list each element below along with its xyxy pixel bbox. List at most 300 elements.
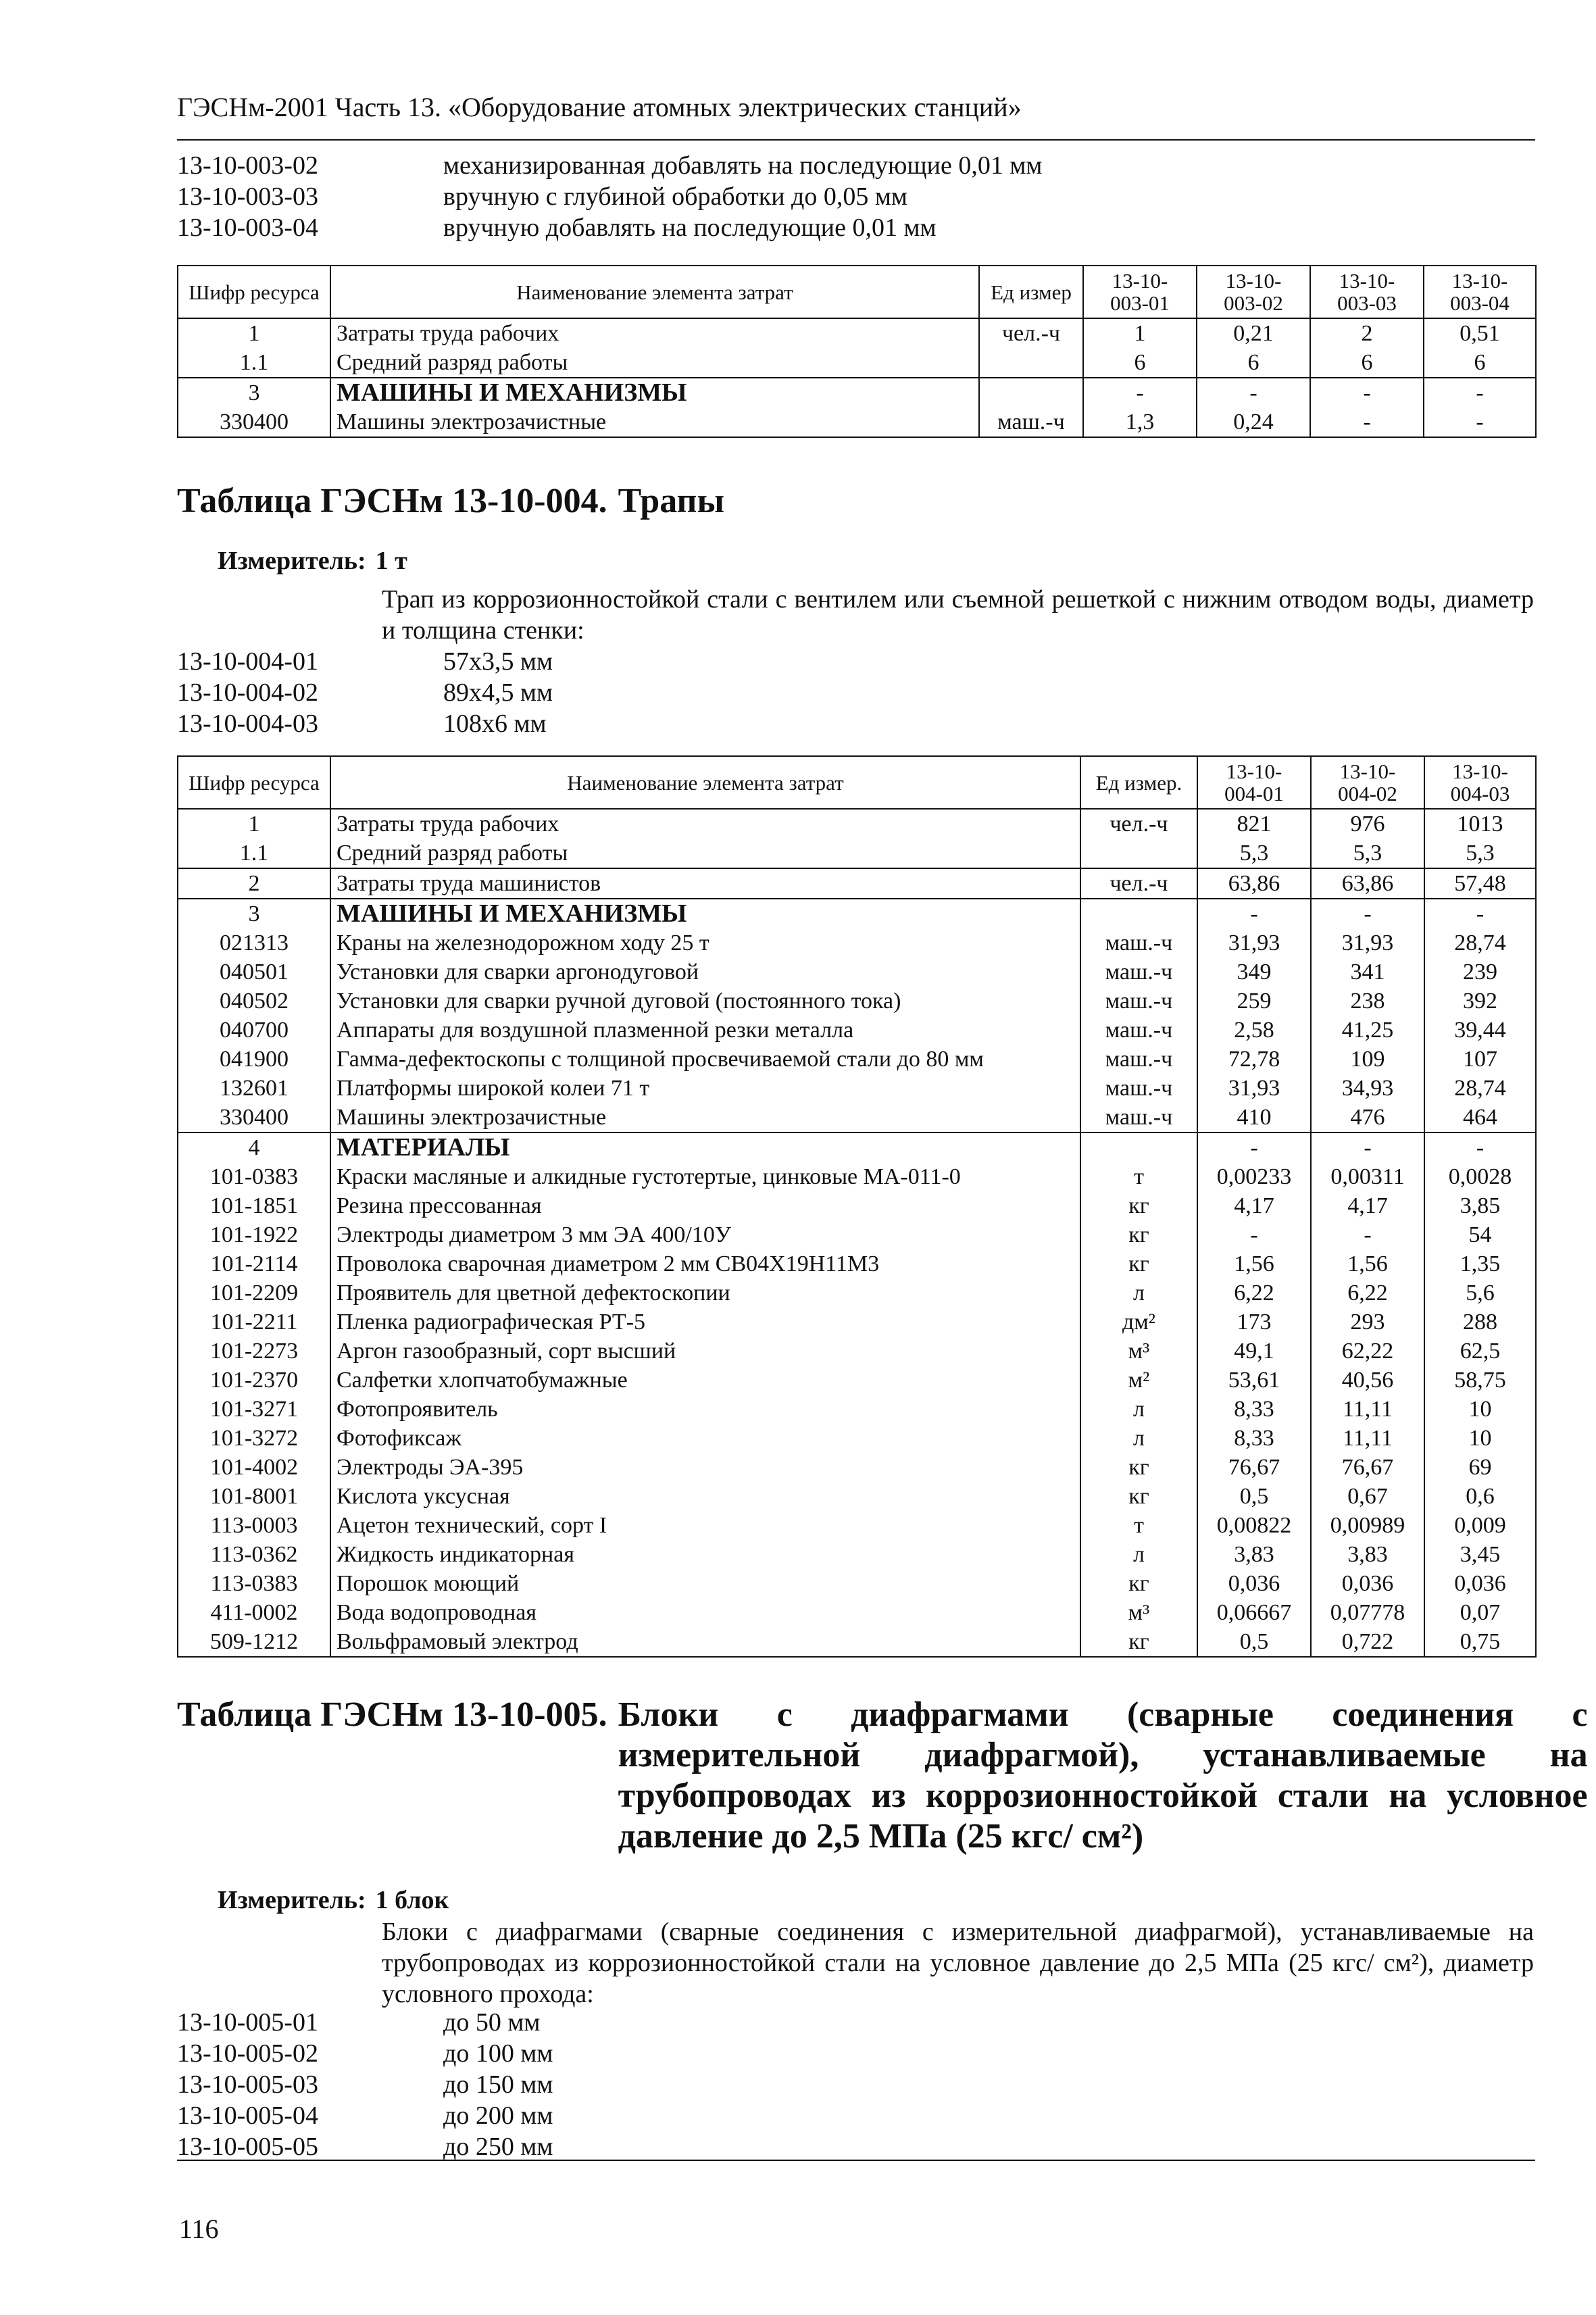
table-row	[178, 1132, 1536, 1162]
code-number: 13-10-003-04	[177, 214, 318, 242]
cell-value: 6	[1197, 348, 1310, 378]
code-number: 13-10-005-04	[177, 2101, 318, 2130]
table-row	[178, 1162, 1536, 1191]
cell-unit: т	[1080, 1511, 1197, 1540]
cell-value: 28,74	[1424, 1074, 1536, 1103]
cell-code: 1	[178, 318, 330, 348]
cell-name: Аппараты для воздушной плазменной резки металла	[330, 1016, 1080, 1045]
code-row	[177, 2100, 553, 2131]
cell-name: Фотопроявитель	[330, 1395, 1080, 1424]
cell-name: Платформы широкой колеи 71 т	[330, 1074, 1080, 1103]
cell-value: 6,22	[1311, 1278, 1424, 1308]
code-row	[177, 677, 553, 708]
code-row	[177, 2007, 553, 2038]
cell-value: 238	[1311, 987, 1424, 1016]
cell-value: 821	[1197, 809, 1311, 839]
cell-code: 1.1	[178, 839, 330, 868]
resource-table-003	[177, 265, 1537, 438]
code-row	[177, 2069, 553, 2100]
cell-value: 11,11	[1311, 1424, 1424, 1453]
cell-code: 101-0383	[178, 1162, 330, 1191]
cell-value: -	[1083, 378, 1197, 407]
code-row	[177, 181, 1042, 212]
table-row	[178, 1627, 1536, 1657]
cell-unit: кг	[1080, 1627, 1197, 1657]
code-list-005	[177, 2007, 553, 2162]
table-row	[178, 1424, 1536, 1453]
cell-value: 0,24	[1197, 407, 1310, 437]
header-col-2: 13-10- 003-02	[1197, 266, 1310, 318]
table-row	[178, 1016, 1536, 1045]
cell-unit	[1080, 839, 1197, 868]
cell-value: 6	[1083, 348, 1197, 378]
code-row	[177, 2131, 553, 2162]
table-row	[178, 1453, 1536, 1482]
resource-table-004	[177, 755, 1537, 1658]
cell-code: 040700	[178, 1016, 330, 1045]
cell-value: 259	[1197, 987, 1311, 1016]
table-row	[178, 1074, 1536, 1103]
cell-value: 0,00311	[1311, 1162, 1424, 1191]
cell-value: 0,0028	[1424, 1162, 1536, 1191]
table-row	[178, 1045, 1536, 1074]
cell-code: 113-0362	[178, 1540, 330, 1569]
cell-value: -	[1311, 1220, 1424, 1249]
cell-value: -	[1197, 1220, 1311, 1249]
cell-code: 101-2211	[178, 1308, 330, 1337]
code-number: 13-10-004-03	[177, 710, 318, 738]
cell-value: 31,93	[1197, 1074, 1311, 1103]
table-row	[178, 1482, 1536, 1511]
cell-name: МАШИНЫ И МЕХАНИЗМЫ	[330, 378, 979, 407]
code-row	[177, 212, 1042, 243]
cell-value: -	[1311, 1132, 1424, 1162]
table-row	[178, 957, 1536, 987]
cell-value: 0,722	[1311, 1627, 1424, 1657]
cell-unit: м³	[1080, 1337, 1197, 1366]
code-number: 13-10-005-02	[177, 2039, 318, 2068]
table-title-text: Блоки с диафрагмами (сварные соединения с измерительной диафрагмой), устанавливаемые на трубопроводах из коррозионностойкой стали на условное давление до 2,5 МПа (25 кгс/ см²)	[618, 1695, 1588, 1856]
cell-value: 0,00989	[1311, 1511, 1424, 1540]
cell-value: 2,58	[1197, 1016, 1311, 1045]
cell-code: 101-4002	[178, 1453, 330, 1482]
cell-unit	[1080, 899, 1197, 928]
cell-value: 107	[1424, 1045, 1536, 1074]
cell-unit: кг	[1080, 1482, 1197, 1511]
cell-value: 0,51	[1424, 318, 1536, 348]
cell-unit: л	[1080, 1395, 1197, 1424]
cell-unit: кг	[1080, 1569, 1197, 1598]
table-row	[178, 1191, 1536, 1220]
cell-name: Ацетон технический, сорт I	[330, 1511, 1080, 1540]
cell-name: МАТЕРИАЛЫ	[330, 1132, 1080, 1162]
cell-value: 1,3	[1083, 407, 1197, 437]
table-row	[178, 348, 1536, 378]
code-list-003	[177, 150, 1042, 243]
cell-code: 041900	[178, 1045, 330, 1074]
cell-value: -	[1424, 378, 1536, 407]
cell-unit: маш.-ч	[1080, 987, 1197, 1016]
cell-value: 2	[1310, 318, 1424, 348]
table-row	[178, 1308, 1536, 1337]
cell-value: 0,21	[1197, 318, 1310, 348]
cell-value: 69	[1424, 1453, 1536, 1482]
cell-unit: т	[1080, 1162, 1197, 1191]
header-code: Шифр ресурса	[178, 266, 330, 318]
cell-unit: л	[1080, 1424, 1197, 1453]
cell-unit	[1080, 1132, 1197, 1162]
cell-value: 4,17	[1197, 1191, 1311, 1220]
cell-unit: маш.-ч	[979, 407, 1083, 437]
header-col-3: 13-10- 004-03	[1424, 756, 1536, 809]
cell-code: 1.1	[178, 348, 330, 378]
cell-code: 101-1851	[178, 1191, 330, 1220]
cell-value: 976	[1311, 809, 1424, 839]
code-description: 57х3,5 мм	[443, 647, 553, 676]
cell-value: 10	[1424, 1424, 1536, 1453]
cell-name: Порошок моющий	[330, 1569, 1080, 1598]
cell-unit: чел.-ч	[1080, 809, 1197, 839]
cell-value: 28,74	[1424, 928, 1536, 957]
table-row	[178, 1220, 1536, 1249]
code-number: 13-10-005-01	[177, 2008, 318, 2037]
cell-value: 1,56	[1197, 1249, 1311, 1278]
cell-value: 76,67	[1197, 1453, 1311, 1482]
cell-name: Средний разряд работы	[330, 348, 979, 378]
table-row	[178, 1598, 1536, 1627]
cell-code: 101-2370	[178, 1366, 330, 1395]
header-col-1: 13-10- 004-01	[1197, 756, 1311, 809]
code-row	[177, 708, 553, 739]
table-row	[178, 899, 1536, 928]
table-row	[178, 809, 1536, 839]
cell-value: -	[1197, 1132, 1311, 1162]
code-description: до 100 мм	[443, 2039, 553, 2068]
cell-value: 0,036	[1197, 1569, 1311, 1598]
cell-value: 293	[1311, 1308, 1424, 1337]
measure-label: Измеритель:	[218, 1886, 366, 1914]
cell-value: 0,00233	[1197, 1162, 1311, 1191]
cell-code: 040502	[178, 987, 330, 1016]
cell-unit: дм²	[1080, 1308, 1197, 1337]
cell-name: Установки для сварки ручной дуговой (постоянного тока)	[330, 987, 1080, 1016]
cell-value: 41,25	[1311, 1016, 1424, 1045]
table-number-label: Таблица ГЭСНм 13-10-005.	[177, 1695, 607, 1734]
header-col-2: 13-10- 004-02	[1311, 756, 1424, 809]
table-row	[178, 868, 1536, 899]
table-row	[178, 318, 1536, 348]
page-number: 116	[179, 2214, 219, 2244]
header-col-3: 13-10- 003-03	[1310, 266, 1424, 318]
cell-value: 10	[1424, 1395, 1536, 1424]
cell-value: -	[1197, 899, 1311, 928]
cell-value: 63,86	[1197, 868, 1311, 899]
cell-code: 509-1212	[178, 1627, 330, 1657]
cell-unit: маш.-ч	[1080, 1045, 1197, 1074]
cell-value: -	[1424, 407, 1536, 437]
cell-value: 0,07	[1424, 1598, 1536, 1627]
cell-name: Жидкость индикаторная	[330, 1540, 1080, 1569]
cell-value: -	[1424, 1132, 1536, 1162]
cell-value: 11,11	[1311, 1395, 1424, 1424]
cell-unit: маш.-ч	[1080, 1016, 1197, 1045]
table-row	[178, 987, 1536, 1016]
cell-value: 0,009	[1424, 1511, 1536, 1540]
cell-value: 0,036	[1311, 1569, 1424, 1598]
cell-unit: кг	[1080, 1220, 1197, 1249]
cell-name: Салфетки хлопчатобумажные	[330, 1366, 1080, 1395]
header-divider	[177, 139, 1535, 141]
cell-value: 0,75	[1424, 1627, 1536, 1657]
header-code: Шифр ресурса	[178, 756, 330, 809]
table-row	[178, 1337, 1536, 1366]
cell-code: 113-0003	[178, 1511, 330, 1540]
cell-value: 6,22	[1197, 1278, 1311, 1308]
cell-name: Вода водопроводная	[330, 1598, 1080, 1627]
table-row	[178, 1366, 1536, 1395]
description-005: Блоки с диафрагмами (сварные соединения с измерительной диафрагмой), устанавливаемые на трубопроводах из коррозионностойкой стали на условное давление до 2,5 МПа (25 кгс/ см²), диаметр условного прохода:	[382, 1918, 1534, 2008]
cell-name: Вольфрамовый электрод	[330, 1627, 1080, 1657]
cell-value: 410	[1197, 1103, 1311, 1132]
table-row	[178, 1278, 1536, 1308]
code-description: до 150 мм	[443, 2070, 553, 2099]
cell-name: Затраты труда машинистов	[330, 868, 1080, 899]
code-number: 13-10-004-01	[177, 647, 318, 676]
cell-value: 5,6	[1424, 1278, 1536, 1308]
cell-value: 49,1	[1197, 1337, 1311, 1366]
measure-label: Измеритель:	[218, 547, 366, 575]
cell-code: 101-2209	[178, 1278, 330, 1308]
cell-value: 58,75	[1424, 1366, 1536, 1395]
cell-value: -	[1197, 378, 1310, 407]
cell-value: 0,036	[1424, 1569, 1536, 1598]
measure-value: 1 блок	[375, 1886, 449, 1914]
table-row	[178, 407, 1536, 437]
table-row	[178, 928, 1536, 957]
cell-value: 3,83	[1197, 1540, 1311, 1569]
cell-name: Затраты труда рабочих	[330, 318, 979, 348]
cell-unit: кг	[1080, 1249, 1197, 1278]
cell-value: 4,17	[1311, 1191, 1424, 1220]
code-row	[177, 646, 553, 677]
cell-name: Гамма-дефектоскопы с толщиной просвечиваемой стали до 80 мм	[330, 1045, 1080, 1074]
header-unit: Ед измер	[979, 266, 1083, 318]
cell-unit: чел.-ч	[1080, 868, 1197, 899]
cell-value: 349	[1197, 957, 1311, 987]
cell-name: Проявитель для цветной дефектоскопии	[330, 1278, 1080, 1308]
cell-value: 288	[1424, 1308, 1536, 1337]
cell-value: 5,3	[1424, 839, 1536, 868]
cell-code: 101-2273	[178, 1337, 330, 1366]
cell-value: 3,45	[1424, 1540, 1536, 1569]
code-description: вручную с глубиной обработки до 0,05 мм	[443, 182, 907, 211]
measure-unit-004	[218, 546, 407, 576]
cell-value: 54	[1424, 1220, 1536, 1249]
code-description: до 50 мм	[443, 2008, 541, 2037]
header-col-1: 13-10- 003-01	[1083, 266, 1197, 318]
cell-value: 0,07778	[1311, 1598, 1424, 1627]
cell-value: 476	[1311, 1103, 1424, 1132]
cell-value: 3,83	[1311, 1540, 1424, 1569]
cell-unit	[979, 378, 1083, 407]
cell-value: 72,78	[1197, 1045, 1311, 1074]
table-row	[178, 1395, 1536, 1424]
code-number: 13-10-005-05	[177, 2133, 318, 2161]
code-number: 13-10-004-02	[177, 678, 318, 707]
cell-value: 0,6	[1424, 1482, 1536, 1511]
cell-unit: маш.-ч	[1080, 1103, 1197, 1132]
cell-value: 39,44	[1424, 1016, 1536, 1045]
cell-code: 411-0002	[178, 1598, 330, 1627]
code-description: 89х4,5 мм	[443, 678, 553, 707]
table-number-label: Таблица ГЭСНм 13-10-004.	[177, 482, 607, 520]
cell-code: 2	[178, 868, 330, 899]
cell-unit: кг	[1080, 1453, 1197, 1482]
cell-value: 63,86	[1311, 868, 1424, 899]
cell-value: -	[1310, 407, 1424, 437]
table-row	[178, 1511, 1536, 1540]
cell-code: 1	[178, 809, 330, 839]
code-description: вручную добавлять на последующие 0,01 мм	[443, 214, 937, 242]
cell-name: Средний разряд работы	[330, 839, 1080, 868]
cell-unit: маш.-ч	[1080, 1074, 1197, 1103]
cell-code: 101-2114	[178, 1249, 330, 1278]
cell-value: 57,48	[1424, 868, 1536, 899]
cell-name: Проволока сварочная диаметром 2 мм СВ04Х19Н11М3	[330, 1249, 1080, 1278]
code-number: 13-10-003-02	[177, 151, 318, 180]
cell-value: 1	[1083, 318, 1197, 348]
cell-value: 5,3	[1197, 839, 1311, 868]
cell-value: 0,06667	[1197, 1598, 1311, 1627]
cell-code: 3	[178, 899, 330, 928]
cell-value: -	[1310, 378, 1424, 407]
cell-value: 1,56	[1311, 1249, 1424, 1278]
cell-name: МАШИНЫ И МЕХАНИЗМЫ	[330, 899, 1080, 928]
cell-code: 330400	[178, 407, 330, 437]
cell-code: 101-3271	[178, 1395, 330, 1424]
cell-value: 1,35	[1424, 1249, 1536, 1278]
cell-value: 173	[1197, 1308, 1311, 1337]
cell-value: 6	[1424, 348, 1536, 378]
cell-code: 113-0383	[178, 1569, 330, 1598]
cell-value: 62,22	[1311, 1337, 1424, 1366]
cell-name: Затраты труда рабочих	[330, 809, 1080, 839]
cell-unit: маш.-ч	[1080, 928, 1197, 957]
table-title-text: Трапы	[618, 482, 725, 520]
code-number: 13-10-003-03	[177, 182, 318, 211]
cell-value: 31,93	[1311, 928, 1424, 957]
table-row	[178, 1540, 1536, 1569]
table-row	[178, 378, 1536, 407]
cell-value: -	[1311, 899, 1424, 928]
code-list-004	[177, 646, 553, 739]
cell-code: 101-8001	[178, 1482, 330, 1511]
cell-value: 0,5	[1197, 1482, 1311, 1511]
cell-value: 76,67	[1311, 1453, 1424, 1482]
cell-unit: м²	[1080, 1366, 1197, 1395]
table-row	[178, 1103, 1536, 1132]
cell-value: 1013	[1424, 809, 1536, 839]
cell-name: Пленка радиографическая РТ-5	[330, 1308, 1080, 1337]
cell-code: 4	[178, 1132, 330, 1162]
cell-unit: маш.-ч	[1080, 957, 1197, 987]
code-description: 108х6 мм	[443, 710, 547, 738]
cell-value: 31,93	[1197, 928, 1311, 957]
cell-code: 021313	[178, 928, 330, 957]
cell-code: 040501	[178, 957, 330, 987]
description-004: Трап из коррозионностойкой стали с вентилем или съемной решеткой с нижним отводом воды, диаметр и толщина стенки:	[382, 585, 1534, 645]
table-row	[178, 839, 1536, 868]
measure-unit-005	[218, 1885, 449, 1915]
cell-code: 132601	[178, 1074, 330, 1103]
table-row	[178, 1249, 1536, 1278]
cell-name: Машины электрозачистные	[330, 407, 979, 437]
cell-name: Установки для сварки аргонодуговой	[330, 957, 1080, 987]
cell-value: 464	[1424, 1103, 1536, 1132]
cell-name: Электроды диаметром 3 мм ЭА 400/10У	[330, 1220, 1080, 1249]
code-description: до 200 мм	[443, 2101, 553, 2130]
header-col-4: 13-10- 003-04	[1424, 266, 1536, 318]
code-row	[177, 2038, 553, 2069]
cell-name: Кислота уксусная	[330, 1482, 1080, 1511]
cell-code: 101-1922	[178, 1220, 330, 1249]
cell-value: 0,5	[1197, 1627, 1311, 1657]
code-description: механизированная добавлять на последующие 0,01 мм	[443, 151, 1043, 180]
cell-unit: л	[1080, 1278, 1197, 1308]
cell-value: 40,56	[1311, 1366, 1424, 1395]
cell-value: 109	[1311, 1045, 1424, 1074]
cell-value: 239	[1424, 957, 1536, 987]
code-description: до 250 мм	[443, 2133, 553, 2161]
section-title-005	[177, 1695, 1588, 1857]
cell-value: 341	[1311, 957, 1424, 987]
cell-unit	[979, 348, 1083, 378]
bottom-divider	[177, 2160, 1535, 2161]
cell-code: 101-3272	[178, 1424, 330, 1453]
cell-value: 0,67	[1311, 1482, 1424, 1511]
cell-name: Электроды ЭА-395	[330, 1453, 1080, 1482]
table-row	[178, 1569, 1536, 1598]
cell-value: -	[1424, 899, 1536, 928]
cell-name: Краны на железнодорожном ходу 25 т	[330, 928, 1080, 957]
cell-value: 6	[1310, 348, 1424, 378]
header-unit: Ед измер.	[1080, 756, 1197, 809]
cell-value: 34,93	[1311, 1074, 1424, 1103]
cell-unit: м³	[1080, 1598, 1197, 1627]
cell-value: 53,61	[1197, 1366, 1311, 1395]
cell-name: Аргон газообразный, сорт высший	[330, 1337, 1080, 1366]
measure-value: 1 т	[375, 547, 407, 575]
running-header: ГЭСНм-2001 Часть 13. «Оборудование атомных электрических станций»	[177, 92, 1022, 122]
cell-name: Резина прессованная	[330, 1191, 1080, 1220]
cell-unit: кг	[1080, 1191, 1197, 1220]
cell-code: 3	[178, 378, 330, 407]
cell-name: Машины электрозачистные	[330, 1103, 1080, 1132]
header-name: Наименование элемента затрат	[330, 756, 1080, 809]
cell-name: Фотофиксаж	[330, 1424, 1080, 1453]
section-title-004	[177, 481, 724, 522]
cell-value: 0,00822	[1197, 1511, 1311, 1540]
cell-value: 62,5	[1424, 1337, 1536, 1366]
header-name: Наименование элемента затрат	[330, 266, 979, 318]
cell-value: 392	[1424, 987, 1536, 1016]
cell-unit: чел.-ч	[979, 318, 1083, 348]
cell-value: 5,3	[1311, 839, 1424, 868]
cell-unit: л	[1080, 1540, 1197, 1569]
cell-value: 8,33	[1197, 1395, 1311, 1424]
cell-name: Краски масляные и алкидные густотертые, цинковые МА-011-0	[330, 1162, 1080, 1191]
cell-value: 8,33	[1197, 1424, 1311, 1453]
